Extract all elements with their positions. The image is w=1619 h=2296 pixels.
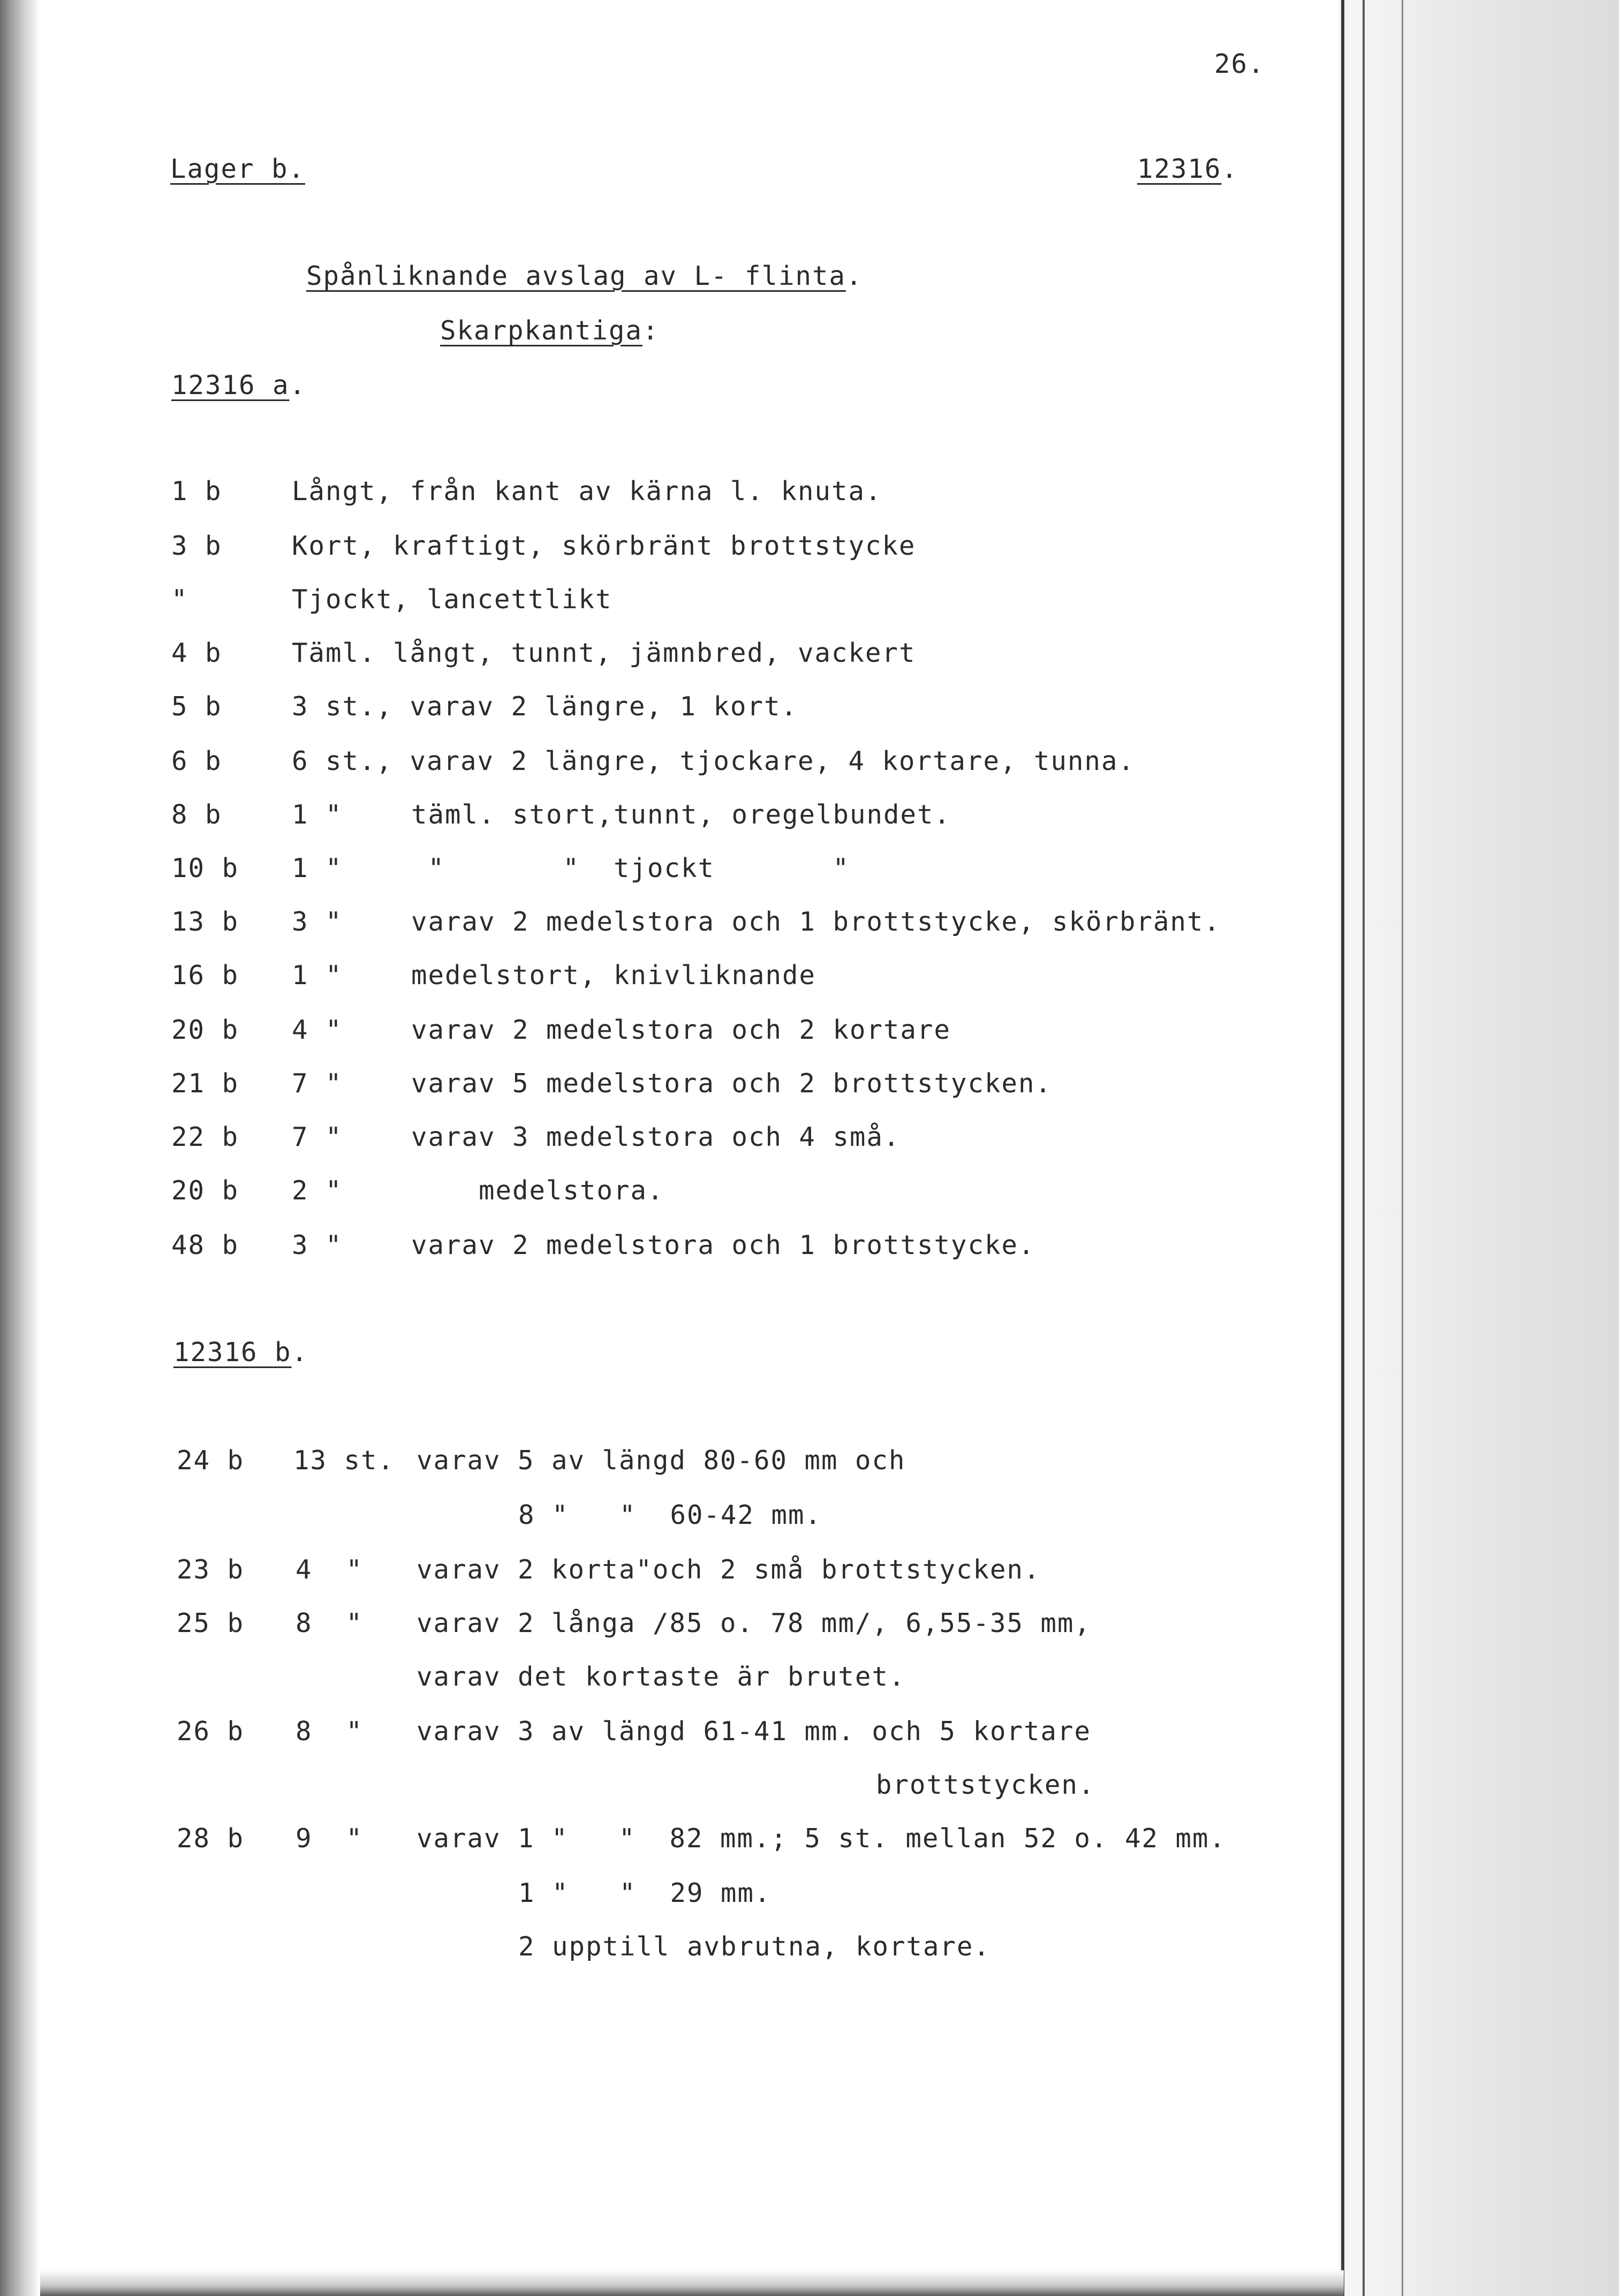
section-a-heading-text: 12316 a (171, 370, 290, 401)
entry-description: varav 2 långa /85 o. 78 mm/, 6,55-35 mm, (417, 1608, 1092, 1638)
entry-description: varav 2 medelstora och 1 brottstycke, skörbränt. (411, 907, 1221, 937)
entry-ref: 10 b (171, 853, 239, 883)
entry-description: varav 2 korta"och 2 små brottstycken. (417, 1554, 1041, 1585)
document-title: Spånliknande avslag av L- flinta. (306, 261, 863, 291)
entry-description: medelstort, knivliknande (411, 960, 816, 991)
entry-quantity: 13 st. (293, 1445, 395, 1476)
entry-description: varav 3 medelstora och 4 små. (411, 1122, 901, 1152)
entry-ref: 26 b (177, 1716, 245, 1747)
entry-quantity: 7 " (292, 1122, 343, 1152)
entry-description: 6 st., varav 2 längre, tjockare, 4 kortare, tunna. (292, 746, 1136, 776)
catalog-number: 12316. (1137, 154, 1239, 184)
layer-label: Lager b. (170, 154, 306, 184)
entry-description: täml. stort,tunnt, oregelbundet. (411, 799, 951, 830)
entry-quantity: 9 " (296, 1823, 364, 1854)
entry-description: varav 2 medelstora och 1 brottstycke. (411, 1230, 1035, 1260)
entry-continuation: 1 " " 29 mm. (518, 1878, 771, 1908)
page-edge-line (1402, 0, 1403, 2296)
entry-quantity: 4 " (292, 1015, 343, 1045)
entry-quantity: 1 " (292, 799, 343, 830)
entry-quantity: 2 " (292, 1175, 343, 1206)
entry-ref: 5 b (171, 691, 222, 722)
document-subtitle: Skarpkantiga: (440, 315, 660, 346)
layer-heading (170, 153, 305, 185)
section-b-heading-text: 12316 b (173, 1337, 292, 1368)
entry-description: varav 2 medelstora och 2 kortare (411, 1015, 951, 1045)
scan-shadow-bottom (40, 2270, 1344, 2296)
scan-shadow-left (0, 0, 40, 2296)
entry-quantity: 1 " (292, 960, 343, 991)
entry-description: Långt, från kant av kärna l. knuta. (292, 476, 882, 507)
document-subtitle-text: Skarpkantiga (440, 315, 643, 346)
entry-quantity: 8 " (296, 1716, 364, 1747)
page-edge-right (1338, 0, 1619, 2296)
entry-ref: 8 b (171, 799, 222, 830)
entry-ref: 13 b (171, 907, 239, 937)
entry-description: varav 3 av längd 61-41 mm. och 5 kortare (417, 1716, 1092, 1747)
entry-continuation: varav det kortaste är brutet. (417, 1661, 906, 1692)
entry-ref: 20 b (171, 1015, 239, 1045)
entry-description: " " tjockt " (411, 853, 850, 883)
entry-quantity: 4 " (296, 1554, 364, 1585)
document-title-text: Spånliknande avslag av L- flinta (306, 261, 846, 291)
entry-description: varav 5 av längd 80-60 mm och (417, 1445, 906, 1476)
entry-ref: 28 b (177, 1823, 245, 1854)
entry-description: Täml. långt, tunnt, jämnbred, vackert (292, 638, 916, 668)
entry-description: varav 1 " " 82 mm.; 5 st. mellan 52 o. 42 mm. (417, 1823, 1227, 1854)
entry-ref: 25 b (177, 1608, 245, 1638)
entry-description: medelstora. (411, 1175, 664, 1206)
entry-description: varav 5 medelstora och 2 brottstycken. (411, 1068, 1053, 1099)
entry-ref: 20 b (171, 1175, 239, 1206)
entry-quantity: 3 " (292, 1230, 343, 1260)
entry-continuation: 2 upptill avbrutna, kortare. (518, 1931, 991, 1962)
entry-ref: 4 b (171, 638, 222, 668)
entry-ref: 24 b (177, 1445, 245, 1476)
entry-quantity: 8 " (296, 1608, 364, 1638)
entry-quantity: 1 " (292, 853, 343, 883)
section-a-heading: 12316 a. (171, 370, 307, 401)
entry-continuation: 8 " " 60-42 mm. (518, 1500, 822, 1530)
entry-ref: 48 b (171, 1230, 239, 1260)
entry-quantity: 7 " (292, 1068, 343, 1099)
page-edge-line (1341, 0, 1344, 2296)
page-edge-line (1363, 0, 1365, 2296)
entry-ref: 23 b (177, 1554, 245, 1585)
entry-ref: 21 b (171, 1068, 239, 1099)
entry-ref: 3 b (171, 531, 222, 561)
entry-ref: 6 b (171, 746, 222, 776)
entry-quantity: 3 " (292, 907, 343, 937)
entry-description: 3 st., varav 2 längre, 1 kort. (292, 691, 798, 722)
entry-description: Tjockt, lancettlikt (292, 584, 612, 615)
catalog-number-value: 12316 (1137, 154, 1222, 184)
section-b-heading: 12316 b. (173, 1337, 309, 1368)
entry-ref: " (171, 584, 188, 615)
entry-ref: 1 b (171, 476, 222, 507)
entry-continuation: brottstycken. (876, 1770, 1095, 1800)
entry-ref: 22 b (171, 1122, 239, 1152)
page-number: 26. (1214, 49, 1265, 79)
entry-ref: 16 b (171, 960, 239, 991)
entry-description: Kort, kraftigt, skörbränt brottstycke (292, 531, 916, 561)
